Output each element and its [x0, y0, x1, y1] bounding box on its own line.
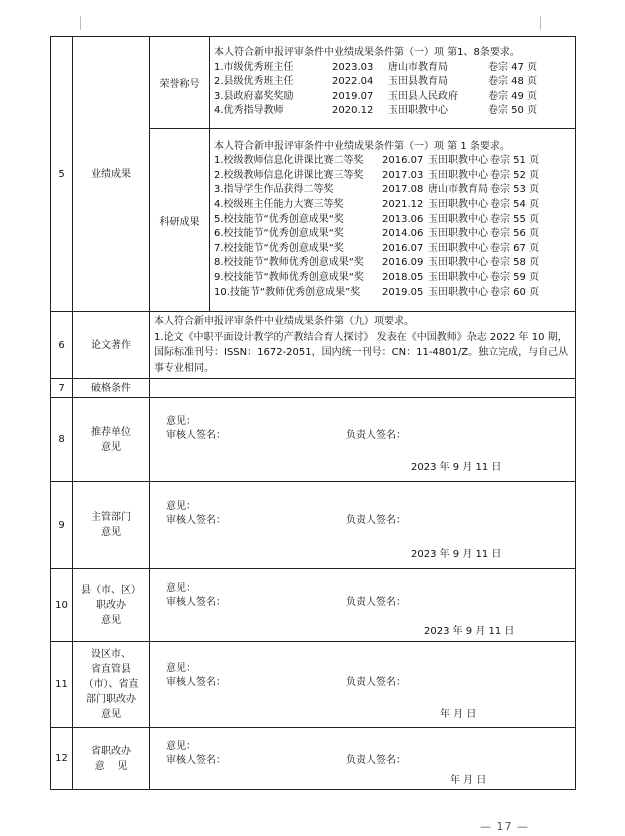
achievement-line — [214, 198, 571, 213]
row-8-opinion — [51, 398, 576, 482]
achievement-name: 2.县级优秀班主任 — [214, 76, 294, 88]
row-category: 破格条件 — [73, 379, 150, 398]
achievement-date: 2019.07 — [332, 90, 374, 102]
achievement-date: 2014.06 — [382, 228, 424, 240]
opinion-date: 年 月 日 — [450, 775, 487, 786]
achievement-line — [214, 256, 571, 271]
achievement-volume: 卷宗 51 页 — [490, 155, 540, 167]
achievement-org: 玉田县教育局 — [388, 76, 448, 88]
achievement-name: 5.校技能节“优秀创意成果“奖 — [214, 213, 344, 225]
achievement-date: 2016.09 — [382, 257, 424, 269]
achievement-name: 8.校技能节“教师优秀创意成果“奖 — [214, 257, 364, 269]
achievement-date: 2023.03 — [332, 61, 374, 73]
achievement-date: 2017.03 — [382, 169, 424, 181]
opinion-date: 年 月 日 — [440, 709, 477, 720]
achievement-volume: 卷宗 50 页 — [488, 105, 538, 117]
achievement-line — [214, 183, 571, 198]
opinion-label: 意见： — [166, 663, 196, 674]
opinion-cell — [150, 398, 576, 482]
application-form-table — [50, 36, 576, 790]
achievement-volume: 卷宗 56 页 — [490, 228, 540, 240]
achievement-line — [214, 169, 571, 184]
achievement-date: 2021.12 — [382, 199, 424, 211]
row-6-papers — [51, 312, 576, 379]
achievement-volume: 卷宗 47 页 — [488, 61, 538, 73]
research-list — [214, 154, 571, 300]
row-number: 10 — [51, 569, 73, 642]
achievement-name: 3.县政府嘉奖奖励 — [214, 90, 294, 102]
achievement-line — [214, 154, 571, 169]
research-content — [210, 129, 576, 312]
honors-header: 本人符合新申报评审条件中业绩成果条件第（一）项 第1、8条要求。 — [214, 47, 520, 59]
achievement-date: 2016.07 — [382, 242, 424, 254]
leader-signature-label: 负责人签名： — [346, 755, 406, 766]
opinion-date: 2023 年 9 月 11 日 — [411, 549, 502, 560]
achievement-org: 玉田职教中心 — [428, 272, 488, 284]
achievement-volume: 卷宗 58 页 — [490, 257, 540, 269]
exception-content — [150, 379, 576, 398]
leader-signature-label: 负责人签名： — [346, 597, 406, 608]
honors-content — [210, 37, 576, 129]
achievement-org: 玉田县人民政府 — [388, 90, 458, 102]
row-number: 7 — [51, 379, 73, 398]
achievement-volume: 卷宗 60 页 — [490, 286, 540, 298]
leader-signature-label: 负责人签名： — [346, 677, 406, 688]
honors-label: 荣誉称号 — [150, 37, 210, 129]
leader-signature-label: 负责人签名： — [346, 430, 406, 441]
achievement-date: 2022.04 — [332, 76, 374, 88]
achievement-line — [214, 242, 571, 257]
achievement-date: 2017.08 — [382, 184, 424, 196]
row-11-opinion — [51, 642, 576, 728]
achievement-date: 2020.12 — [332, 105, 374, 117]
achievement-line — [214, 213, 571, 228]
opinion-label: 意见： — [166, 416, 196, 427]
achievement-org: 玉田职教中心 — [428, 213, 488, 225]
row-number: 8 — [51, 398, 73, 482]
achievement-volume: 卷宗 49 页 — [488, 90, 538, 102]
page-number: — 17 — — [480, 820, 529, 833]
achievement-line — [214, 227, 571, 242]
opinion-label: 意见： — [166, 583, 196, 594]
achievement-name: 4.优秀指导教师 — [214, 105, 284, 117]
row-5-honors — [51, 37, 576, 129]
achievement-name: 6.校技能节“优秀创意成果“奖 — [214, 228, 344, 240]
achievement-name: 1.校级教师信息化讲课比赛二等奖 — [214, 155, 364, 167]
achievement-volume: 卷宗 55 页 — [490, 213, 540, 225]
row-category: 推荐单位 意见 — [73, 398, 150, 482]
row-category: 业绩成果 — [73, 37, 150, 312]
row-category: 主管部门 意见 — [73, 482, 150, 569]
achievement-date: 2013.06 — [382, 213, 424, 225]
honors-list — [214, 61, 571, 119]
reviewer-signature-label: 审核人签名： — [166, 677, 226, 688]
achievement-name: 4.校级班主任能力大赛三等奖 — [214, 199, 344, 211]
row-number: 11 — [51, 642, 73, 728]
row-12-opinion — [51, 728, 576, 790]
papers-content — [150, 312, 576, 379]
achievement-volume: 卷宗 48 页 — [488, 76, 538, 88]
achievement-org: 玉田职教中心 — [428, 257, 488, 269]
achievement-name: 2.校级教师信息化讲课比赛三等奖 — [214, 169, 364, 181]
row-category: 省职改办 意 见 — [73, 728, 150, 790]
achievement-line — [214, 271, 571, 286]
leader-signature-label: 负责人签名： — [346, 515, 406, 526]
reviewer-signature-label: 审核人签名： — [166, 515, 226, 526]
achievement-org: 唐山市教育局 — [428, 184, 488, 196]
achievement-org: 玉田职教中心 — [428, 169, 488, 181]
achievement-line — [214, 104, 571, 119]
row-number: 6 — [51, 312, 73, 379]
opinion-date: 2023 年 9 月 11 日 — [411, 462, 502, 473]
row-number: 9 — [51, 482, 73, 569]
row-10-opinion — [51, 569, 576, 642]
achievement-org: 玉田职教中心 — [428, 155, 488, 167]
row-category: 论文著作 — [73, 312, 150, 379]
achievement-volume: 卷宗 59 页 — [490, 272, 540, 284]
row-category: 设区市、 省直管县 （市）、省直 部门职改办 意见 — [73, 642, 150, 728]
row-9-opinion — [51, 482, 576, 569]
reviewer-signature-label: 审核人签名： — [166, 430, 226, 441]
opinion-cell — [150, 728, 576, 790]
achievement-line — [214, 286, 571, 301]
achievement-name: 3.指导学生作品获得二等奖 — [214, 184, 334, 196]
achievement-volume: 卷宗 67 页 — [490, 242, 540, 254]
achievement-name: 1.市级优秀班主任 — [214, 61, 294, 73]
achievement-org: 玉田职教中心 — [428, 286, 488, 298]
papers-header: 本人符合新申报评审条件中业绩成果条件第（九）项要求。 — [154, 316, 414, 327]
achievement-date: 2018.05 — [382, 272, 424, 284]
achievement-line — [214, 61, 571, 76]
research-header: 本人符合新申报评审条件中业绩成果条件第（一）项 第 1 条要求。 — [214, 140, 510, 152]
opinion-cell — [150, 569, 576, 642]
achievement-volume: 卷宗 53 页 — [490, 184, 540, 196]
achievement-volume: 卷宗 54 页 — [490, 199, 540, 211]
opinion-label: 意见： — [166, 741, 196, 752]
opinion-date: 2023 年 9 月 11 日 — [424, 626, 515, 637]
reviewer-signature-label: 审核人签名： — [166, 597, 226, 608]
papers-text: 1.论文《中职平面设计教学的产教结合育人探讨》 发表在《中国教师》杂志 2022 年 10 期，国际标准刊号：ISSN：1672-2051，国内统一刊号：CN：11-4801/Z。独立完成，与自己从事专业相同。 — [154, 331, 569, 374]
achievement-org: 玉田职教中心 — [428, 228, 488, 240]
opinion-cell — [150, 642, 576, 728]
opinion-label: 意见： — [166, 501, 196, 512]
achievement-name: 9.校技能节“教师优秀创意成果“奖 — [214, 272, 364, 284]
achievement-name: 10.技能节“教师优秀创意成果”奖 — [214, 286, 361, 298]
achievement-date: 2016.07 — [382, 155, 424, 167]
achievement-line — [214, 75, 571, 90]
row-7-exception — [51, 379, 576, 398]
row-category: 县（市、区） 职改办 意见 — [73, 569, 150, 642]
row-number: 5 — [51, 37, 73, 312]
achievement-name: 7.校技能节“优秀创意成果“奖 — [214, 242, 344, 254]
achievement-org: 玉田职教中心 — [428, 199, 488, 211]
reviewer-signature-label: 审核人签名： — [166, 755, 226, 766]
achievement-line — [214, 90, 571, 105]
achievement-org: 玉田职教中心 — [388, 105, 448, 117]
opinion-cell — [150, 482, 576, 569]
crop-mark-left — [80, 16, 81, 30]
achievement-volume: 卷宗 52 页 — [490, 169, 540, 181]
crop-mark-right — [540, 16, 541, 30]
research-label: 科研成果 — [150, 129, 210, 312]
row-number: 12 — [51, 728, 73, 790]
achievement-org: 玉田职教中心 — [428, 242, 488, 254]
achievement-org: 唐山市教育局 — [388, 61, 448, 73]
achievement-date: 2019.05 — [382, 286, 424, 298]
